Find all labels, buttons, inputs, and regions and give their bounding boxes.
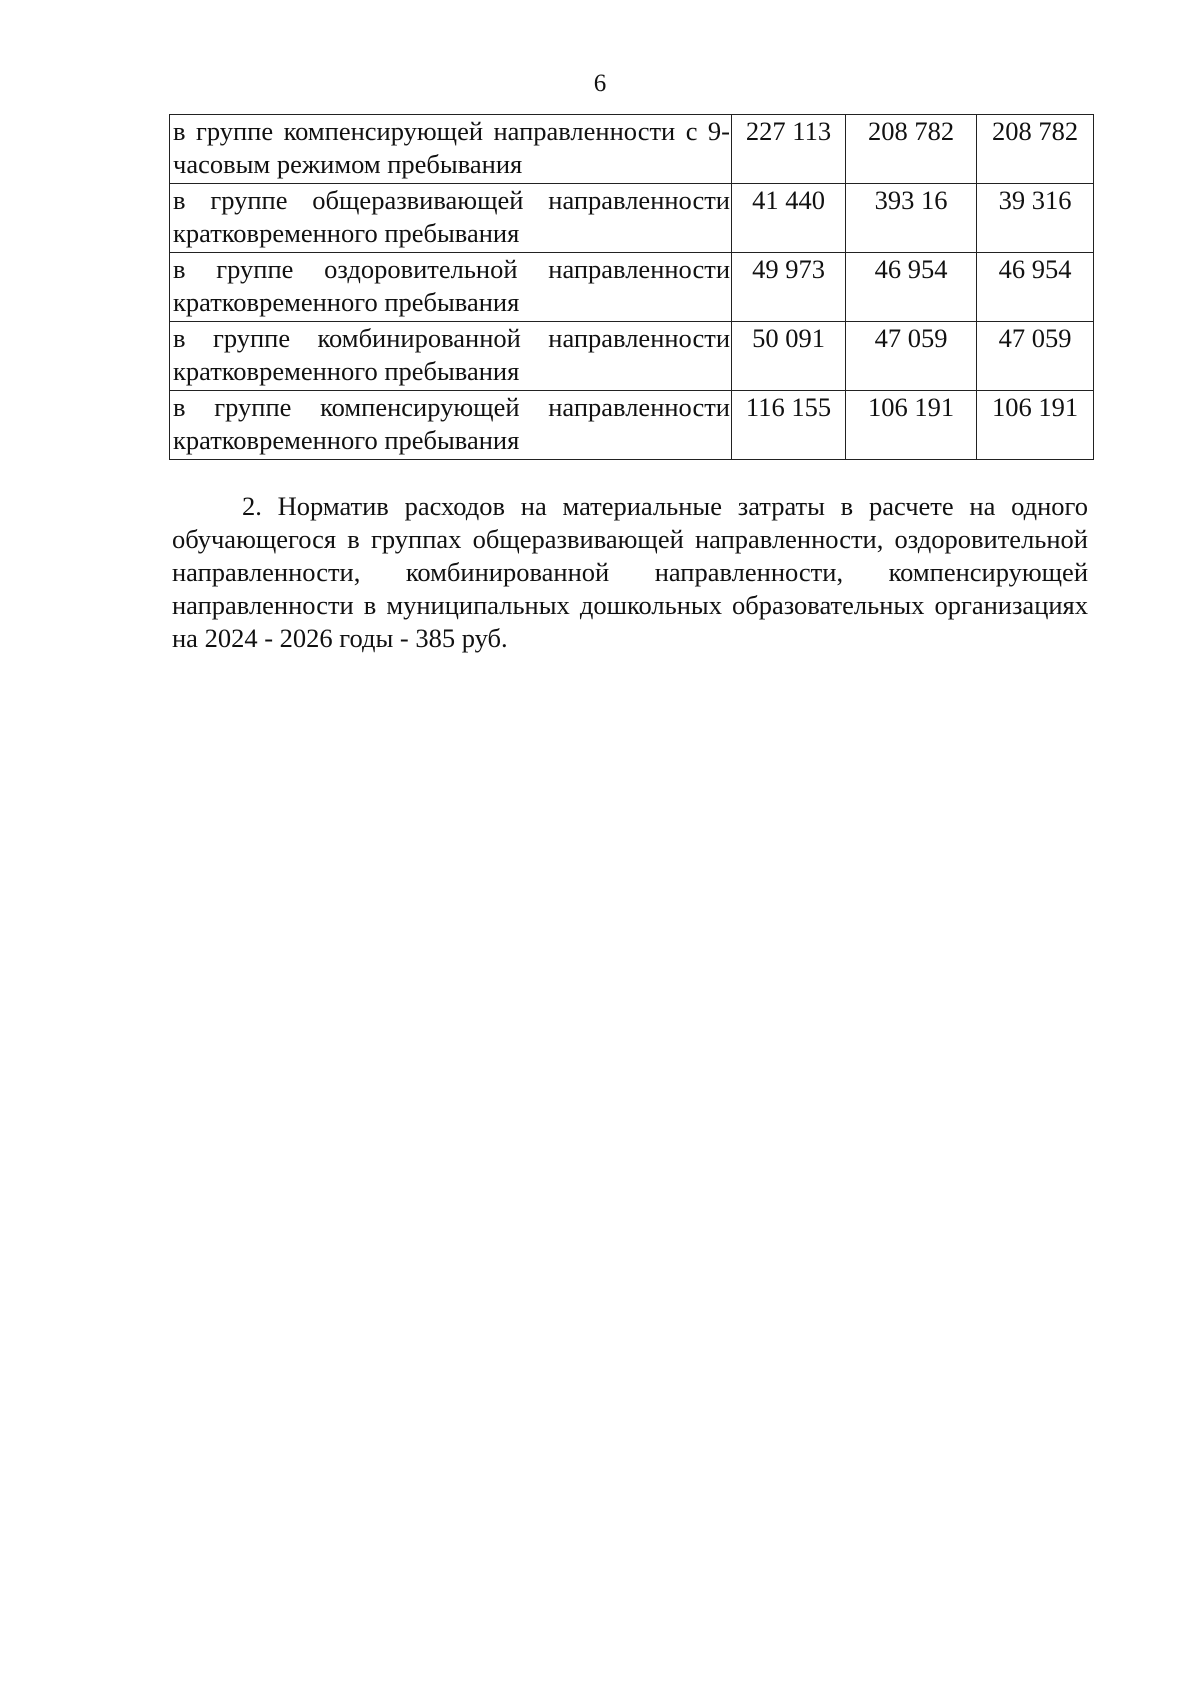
table-row (170, 391, 1094, 460)
value-cell: 49 973 (732, 253, 846, 322)
value-cell: 50 091 (732, 322, 846, 391)
expense-norm-paragraph: 2. Норматив расходов на материальные затраты в расчете на одного обучающегося в группах общеразвивающей направленности, оздоровительной направленности, комбинированной направленности, компенсирующей направленности в муниципальных дошкольных образовательных организациях на 2024 - 2026 годы - 385 руб. (172, 491, 1088, 653)
value-cell: 47 059 (977, 322, 1094, 391)
value-cell: 208 782 (846, 115, 977, 184)
group-description-cell: в группе компенсирующей направленности с 9-часовым режимом пребывания (170, 115, 732, 184)
group-description-cell: в группе общеразвивающей направленности кратковременного пребывания (170, 184, 732, 253)
value-cell: 41 440 (732, 184, 846, 253)
table-row (170, 115, 1094, 184)
value-cell: 116 155 (732, 391, 846, 460)
value-cell: 39 316 (977, 184, 1094, 253)
group-description-cell: в группе комбинированной направленности кратковременного пребывания (170, 322, 732, 391)
value-cell: 106 191 (846, 391, 977, 460)
table-row (170, 322, 1094, 391)
value-cell: 106 191 (977, 391, 1094, 460)
value-cell: 208 782 (977, 115, 1094, 184)
value-cell: 46 954 (977, 253, 1094, 322)
value-cell: 227 113 (732, 115, 846, 184)
expense-norms-table (169, 114, 1094, 460)
value-cell: 46 954 (846, 253, 977, 322)
group-description-cell: в группе оздоровительной направленности кратковременного пребывания (170, 253, 732, 322)
page-number: 6 (593, 70, 607, 97)
group-description-cell: в группе компенсирующей направленности кратковременного пребывания (170, 391, 732, 460)
value-cell: 393 16 (846, 184, 977, 253)
table-row (170, 253, 1094, 322)
table-row (170, 184, 1094, 253)
value-cell: 47 059 (846, 322, 977, 391)
